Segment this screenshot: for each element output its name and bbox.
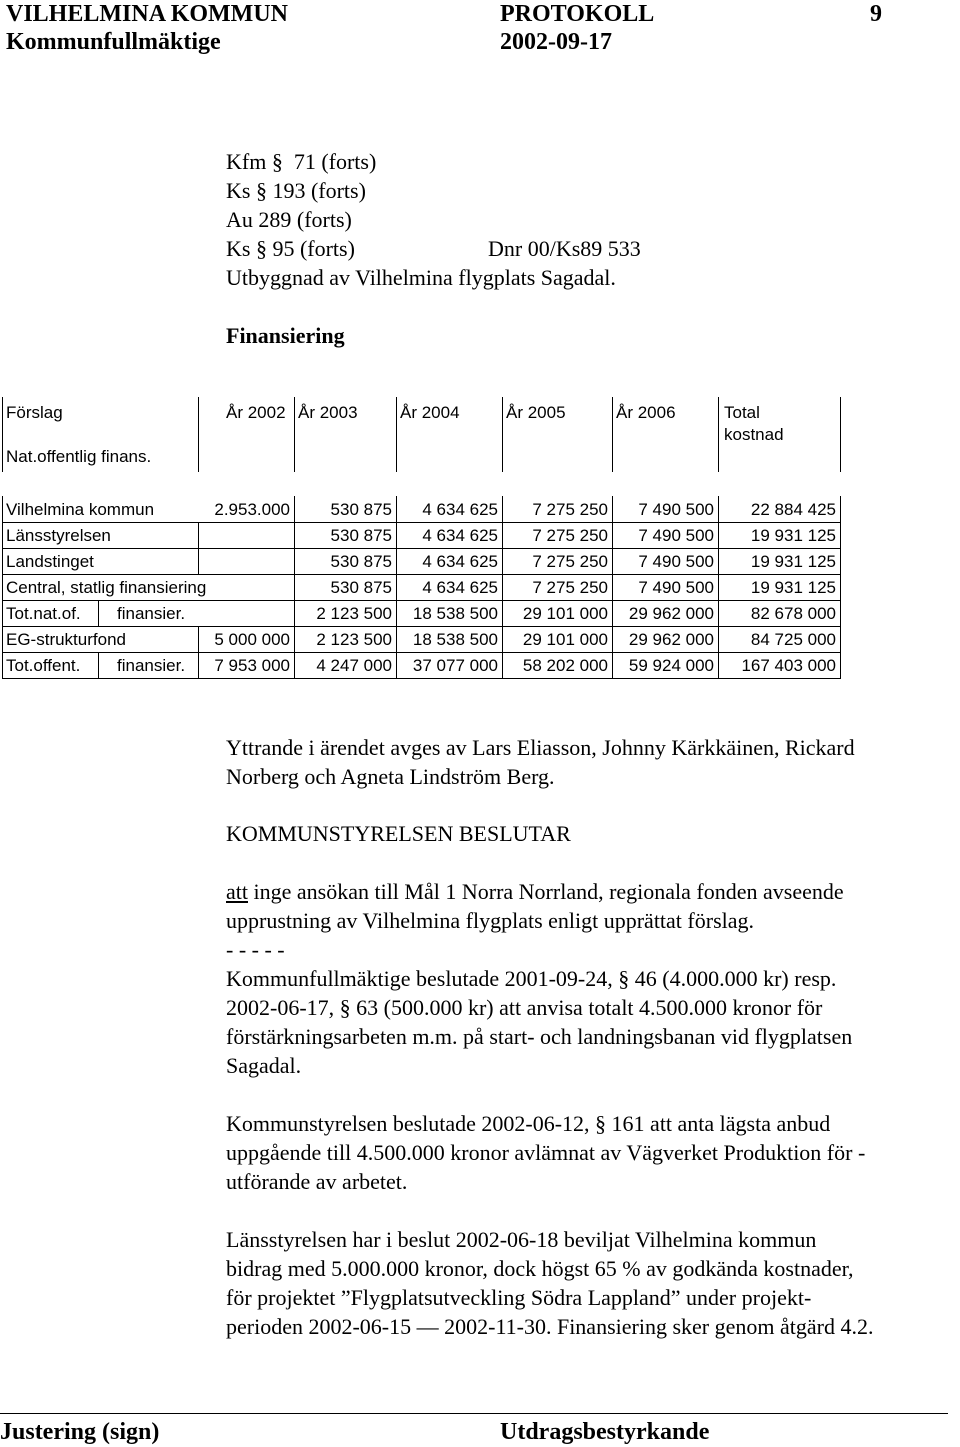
table-cell: 167 403 000 [741, 656, 836, 675]
table-cell: 4 247 000 [316, 656, 392, 675]
col-header-total-sub: kostnad [724, 425, 784, 444]
table-cell: 2.953.000 [214, 500, 290, 519]
table-cell: 7 490 500 [638, 578, 714, 597]
financing-table [2, 397, 842, 687]
table-cell: 59 924 000 [628, 656, 714, 675]
dnr: Dnr 00/Ks89 533 [488, 236, 641, 261]
footer-rule [0, 1413, 948, 1414]
table-cell: 2 123 500 [316, 630, 392, 649]
statement-paragraph: Yttrande i ärendet avges av Lars Eliasson, Johnny Kärkkäinen, Rickard Norberg och Agneta Lindström Berg. [226, 735, 855, 789]
table-cell: 530 875 [330, 500, 392, 519]
table-cell: 22 884 425 [750, 500, 836, 519]
table-cell: 530 875 [330, 526, 392, 545]
table-cell: 4 634 625 [422, 526, 498, 545]
reference-line: Ks § 95 (forts) [226, 236, 355, 261]
reference-line: Ks § 193 (forts) [226, 178, 366, 203]
table-cell: 7 275 250 [532, 578, 608, 597]
row-label: EG-strukturfond [6, 630, 126, 649]
col-header-year: År 2003 [298, 403, 358, 422]
doc-type: PROTOKOLL [500, 1, 655, 27]
table-cell: 4 634 625 [422, 578, 498, 597]
table-cell: 29 962 000 [628, 604, 714, 623]
row-label: Tot.nat.of. [6, 604, 81, 623]
meeting-date: 2002-09-17 [500, 29, 612, 55]
col-header-year: År 2006 [616, 403, 676, 422]
procurement-paragraph: Kommunstyrelsen beslutade 2002-06-12, § 161 att anta lägsta anbud uppgående till 4.500.000 kronor avlämnat av Vägverket Produktion för - utförande av arbetet. [226, 1111, 866, 1194]
table-cell: 18 538 500 [412, 630, 498, 649]
table-cell: 7 490 500 [638, 500, 714, 519]
grant-paragraph: Länsstyrelsen har i beslut 2002-06-18 beviljat Vilhelmina kommun bidrag med 5.000.000 kronor, dock högst 65 % av godkända kostnader, för projektet ”Flygplatsutveckling Södra Lappland” under projekt- perioden 2002-06-15 — 2002-11-30. Finansiering sker genom åtgärd 4.2. [226, 1227, 874, 1339]
table-cell: 19 931 125 [750, 578, 836, 597]
col-header-total: Total [724, 403, 760, 422]
table-cell: 7 490 500 [638, 552, 714, 571]
decision-heading: KOMMUNSTYRELSEN BESLUTAR [226, 821, 571, 846]
table-cell: 530 875 [330, 552, 392, 571]
table-cell: 4 634 625 [422, 500, 498, 519]
table-cell: 7 953 000 [214, 656, 290, 675]
table-cell: 19 931 125 [750, 526, 836, 545]
table-cell: 37 077 000 [412, 656, 498, 675]
table-cell: 18 538 500 [412, 604, 498, 623]
row-label: Vilhelmina kommun [6, 500, 155, 519]
table-cell: 84 725 000 [750, 630, 836, 649]
row-label-sub: finansier. [117, 604, 186, 623]
org-name: VILHELMINA KOMMUN [6, 1, 288, 27]
table-cell: 29 101 000 [522, 604, 608, 623]
table-cell: 7 275 250 [532, 526, 608, 545]
table-cell: 29 101 000 [522, 630, 608, 649]
footer-certification-label: Utdragsbestyrkande [500, 1419, 710, 1445]
reference-line: Kfm § 71 (forts) [226, 149, 377, 174]
table-cell: 7 490 500 [638, 526, 714, 545]
col-header-proposal: Förslag [6, 403, 63, 422]
section-title: Finansiering [226, 323, 345, 348]
page-number: 9 [870, 1, 882, 27]
body-name: Kommunfullmäktige [6, 29, 221, 55]
row-label: Landstinget [6, 552, 94, 571]
row-label: Tot.offent. [6, 656, 81, 675]
table-cell: 7 275 250 [532, 500, 608, 519]
decision-paragraph: att inge ansökan till Mål 1 Norra Norrland, regionala fonden avseende upprustning av Vilhelmina flygplats enligt upprättat förslag. - - - - - Kommunfullmäktige beslutade 2001-09-24, § 46 (4.000.000 kr) resp. 2002-06-17, § 63 (500.000 kr) att anvisa totalt 4.500.000 kronor för förstärkningsarbeten m.m. på start- och landningsbanan vid flygplatsen Sagadal. [226, 879, 853, 1078]
col-header-year: År 2004 [400, 403, 460, 422]
table-cell: 4 634 625 [422, 552, 498, 571]
table-cell: 530 875 [330, 578, 392, 597]
reference-line: Au 289 (forts) [226, 207, 352, 232]
table-cell: 82 678 000 [750, 604, 836, 623]
footer-signature-label: Justering (sign) [0, 1419, 160, 1445]
col-header-year: År 2005 [506, 403, 566, 422]
table-cell: 2 123 500 [316, 604, 392, 623]
row-label: Länsstyrelsen [6, 526, 111, 545]
table-cell: 19 931 125 [750, 552, 836, 571]
table-cell: 29 962 000 [628, 630, 714, 649]
col-header-year: År 2002 [226, 403, 286, 422]
table-cell: 5 000 000 [214, 630, 290, 649]
col-header-public-financing: Nat.offentlig finans. [6, 447, 152, 466]
table-cell: 58 202 000 [522, 656, 608, 675]
table-cell: 7 275 250 [532, 552, 608, 571]
subject-line: Utbyggnad av Vilhelmina flygplats Sagadal. [226, 265, 616, 290]
row-label-sub: finansier. [117, 656, 186, 675]
row-label: Central, statlig finansiering [6, 578, 207, 597]
